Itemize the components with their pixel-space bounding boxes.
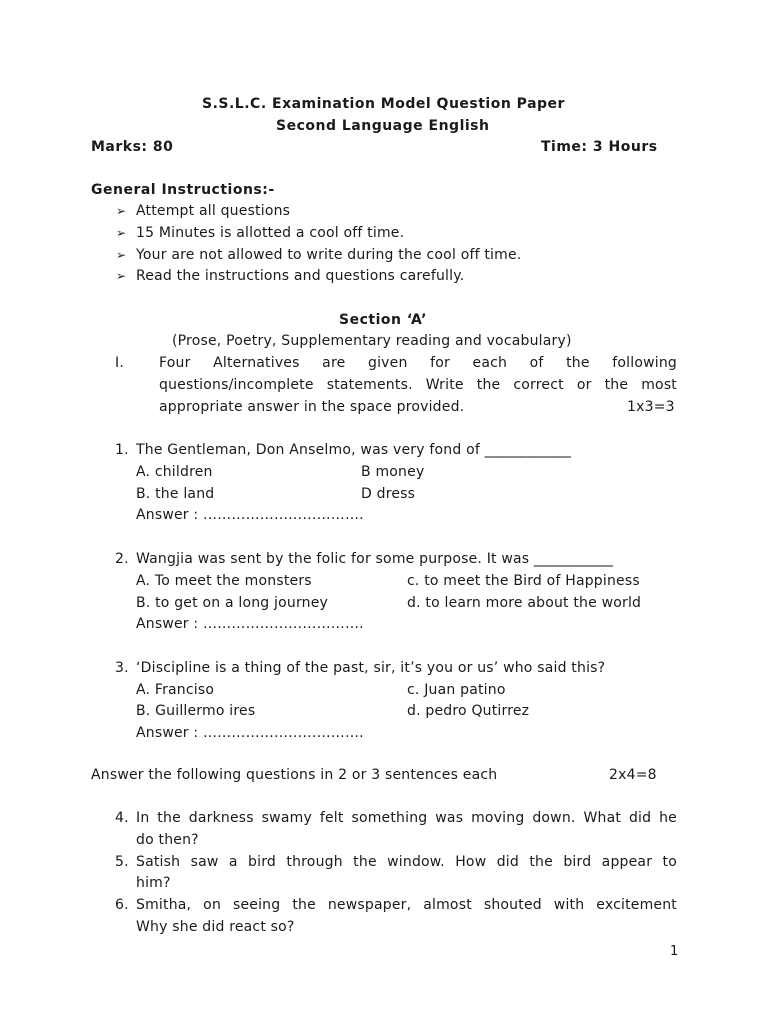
question-text: Why she did react so? — [136, 919, 295, 935]
instruction-item: Your are not allowed to write during the cool off time. — [136, 247, 522, 263]
question-number: 6. — [115, 897, 129, 913]
part-instruction-line: Four Alternatives are given for each of the following — [159, 355, 677, 371]
part-numeral: I. — [115, 355, 124, 371]
section-heading: Section ‘A’ — [339, 312, 427, 328]
bullet-arrow-icon: ➢ — [116, 226, 127, 240]
option: B money — [361, 464, 425, 480]
option: c. to meet the Bird of Happiness — [407, 573, 640, 589]
part-marks: 1x3=3 — [627, 399, 675, 415]
question-text: Smitha, on seeing the newspaper, almost shouted with excitement — [136, 897, 677, 913]
instruction-item: 15 Minutes is allotted a cool off time. — [136, 225, 405, 241]
question-number: 5. — [115, 854, 129, 870]
question-text: Wangjia was sent by the folic for some purpose. It was ___________ — [136, 551, 614, 567]
option: D dress — [361, 486, 416, 502]
paper-subtitle: Second Language English — [276, 118, 490, 134]
part-instruction-line: questions/incomplete statements. Write the correct or the most — [159, 377, 677, 393]
marks-label: Marks: 80 — [91, 139, 174, 155]
bullet-arrow-icon: ➢ — [116, 248, 127, 262]
question-number: 3. — [115, 660, 129, 676]
time-label: Time: 3 Hours — [541, 139, 658, 155]
question-text: do then? — [136, 832, 199, 848]
instruction-item: Read the instructions and questions carefully. — [136, 268, 465, 284]
option: A. children — [136, 464, 213, 480]
option: d. to learn more about the world — [407, 595, 642, 611]
question-number: 2. — [115, 551, 129, 567]
question-number: 4. — [115, 810, 129, 826]
answer-line: Answer : ……………………………. — [136, 507, 364, 523]
short-answer-marks: 2x4=8 — [609, 767, 657, 783]
short-answer-instruction: Answer the following questions in 2 or 3 sentences each — [91, 767, 498, 783]
option: B. Guillermo ires — [136, 703, 256, 719]
instructions-heading: General Instructions:- — [91, 182, 275, 198]
bullet-arrow-icon: ➢ — [116, 204, 127, 218]
page-number: 1 — [670, 944, 679, 959]
section-subheading: (Prose, Poetry, Supplementary reading and vocabulary) — [172, 333, 572, 349]
option: A. Franciso — [136, 682, 215, 698]
option: c. Juan patino — [407, 682, 506, 698]
paper-title: S.S.L.C. Examination Model Question Paper — [202, 96, 565, 112]
option: B. the land — [136, 486, 215, 502]
option: B. to get on a long journey — [136, 595, 329, 611]
question-text: Satish saw a bird through the window. How did the bird appear to — [136, 854, 677, 870]
option: d. pedro Qutirrez — [407, 703, 530, 719]
question-number: 1. — [115, 442, 129, 458]
question-text: ‘Discipline is a thing of the past, sir, it’s you or us’ who said this? — [136, 660, 606, 676]
answer-line: Answer : ……………………………. — [136, 616, 364, 632]
bullet-arrow-icon: ➢ — [116, 269, 127, 283]
question-text: The Gentleman, Don Anselmo, was very fond of ____________ — [136, 442, 572, 458]
option: A. To meet the monsters — [136, 573, 312, 589]
question-text: In the darkness swamy felt something was moving down. What did he — [136, 810, 677, 826]
question-text: him? — [136, 875, 171, 891]
part-instruction-line: appropriate answer in the space provided. — [159, 399, 465, 415]
answer-line: Answer : ……………………………. — [136, 725, 364, 741]
instruction-item: Attempt all questions — [136, 203, 291, 219]
